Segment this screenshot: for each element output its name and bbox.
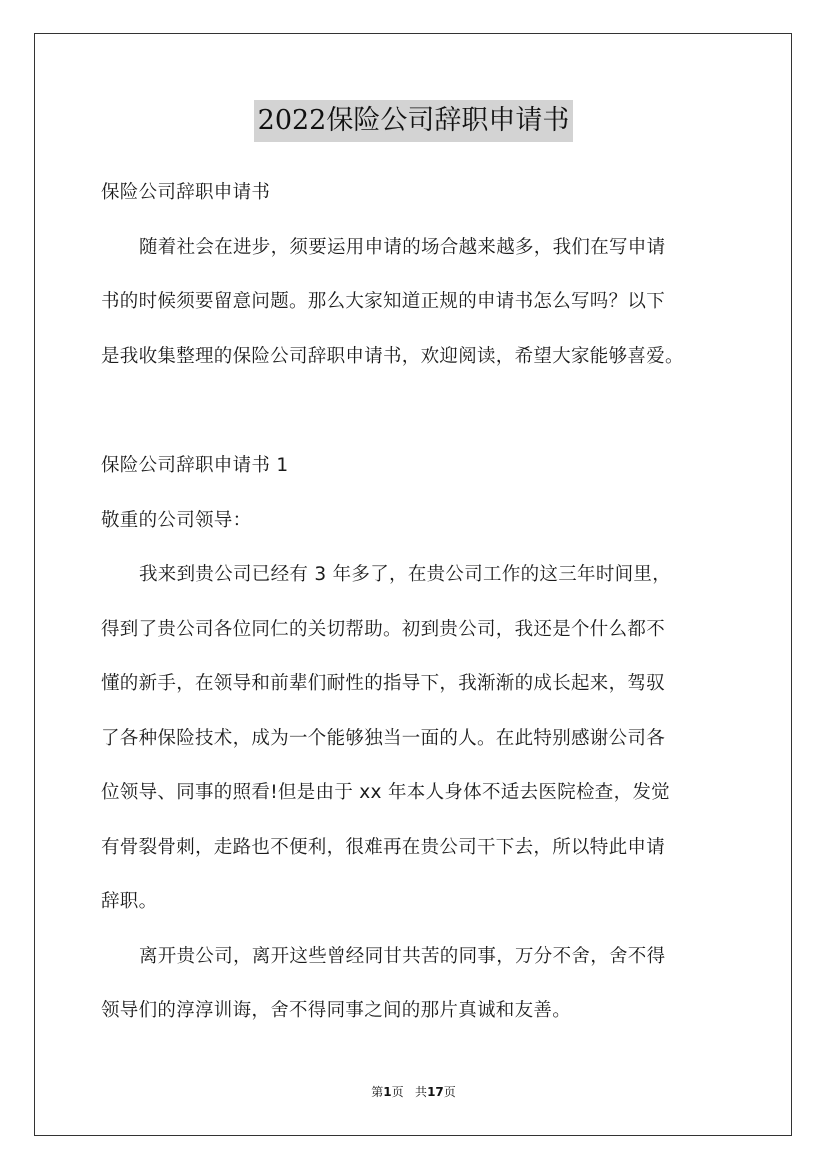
- title-wrap: [0, 100, 827, 142]
- total-suffix: 页: [443, 1085, 456, 1099]
- page-suffix: 页: [391, 1085, 404, 1099]
- paragraph-line: 辞职。: [101, 891, 158, 912]
- paragraph-line: 得到了贵公司各位同仁的关切帮助。初到贵公司，我还是个什么都不: [101, 619, 666, 640]
- paragraph-line: 懂的新手，在领导和前辈们耐性的指导下，我渐渐的成长起来，驾驭: [101, 673, 666, 694]
- paragraph-line: 是我收集整理的保险公司辞职申请书，欢迎阅读，希望大家能够喜爱。: [101, 346, 684, 367]
- document-title: 2022保险公司辞职申请书: [254, 100, 574, 142]
- page-footer: [0, 1083, 827, 1100]
- paragraph-line: 书的时候须要留意问题。那么大家知道正规的申请书怎么写吗？以下: [101, 291, 666, 312]
- paragraph-line: 领导们的淳淳训诲，舍不得同事之间的那片真诚和友善。: [101, 1000, 572, 1021]
- paragraph-line: 了各种保险技术，成为一个能够独当一面的人。在此特别感谢公司各: [101, 728, 666, 749]
- paragraph-line: 位领导、同事的照看!但是由于 xx 年本人身体不适去医院检查，发觉: [101, 782, 670, 803]
- subtitle: 保险公司辞职申请书: [101, 182, 271, 203]
- page-number: 1: [383, 1085, 392, 1099]
- paragraph-line: 我来到贵公司已经有 3 年多了，在贵公司工作的这三年时间里，: [139, 564, 672, 585]
- paragraph-line: 离开贵公司，离开这些曾经同甘共苦的同事，万分不舍，舍不得: [139, 946, 666, 967]
- paragraph-line: 有骨裂骨刺，走路也不便利，很难再在贵公司干下去，所以特此申请: [101, 837, 666, 858]
- section-heading: 保险公司辞职申请书 1: [101, 455, 289, 476]
- total-pages: 17: [427, 1085, 444, 1099]
- paragraph-line: 随着社会在进步，须要运用申请的场合越来越多，我们在写申请: [139, 237, 666, 258]
- page-prefix: 第: [371, 1085, 384, 1099]
- total-prefix: 共: [415, 1085, 428, 1099]
- salutation: 敬重的公司领导：: [101, 510, 252, 531]
